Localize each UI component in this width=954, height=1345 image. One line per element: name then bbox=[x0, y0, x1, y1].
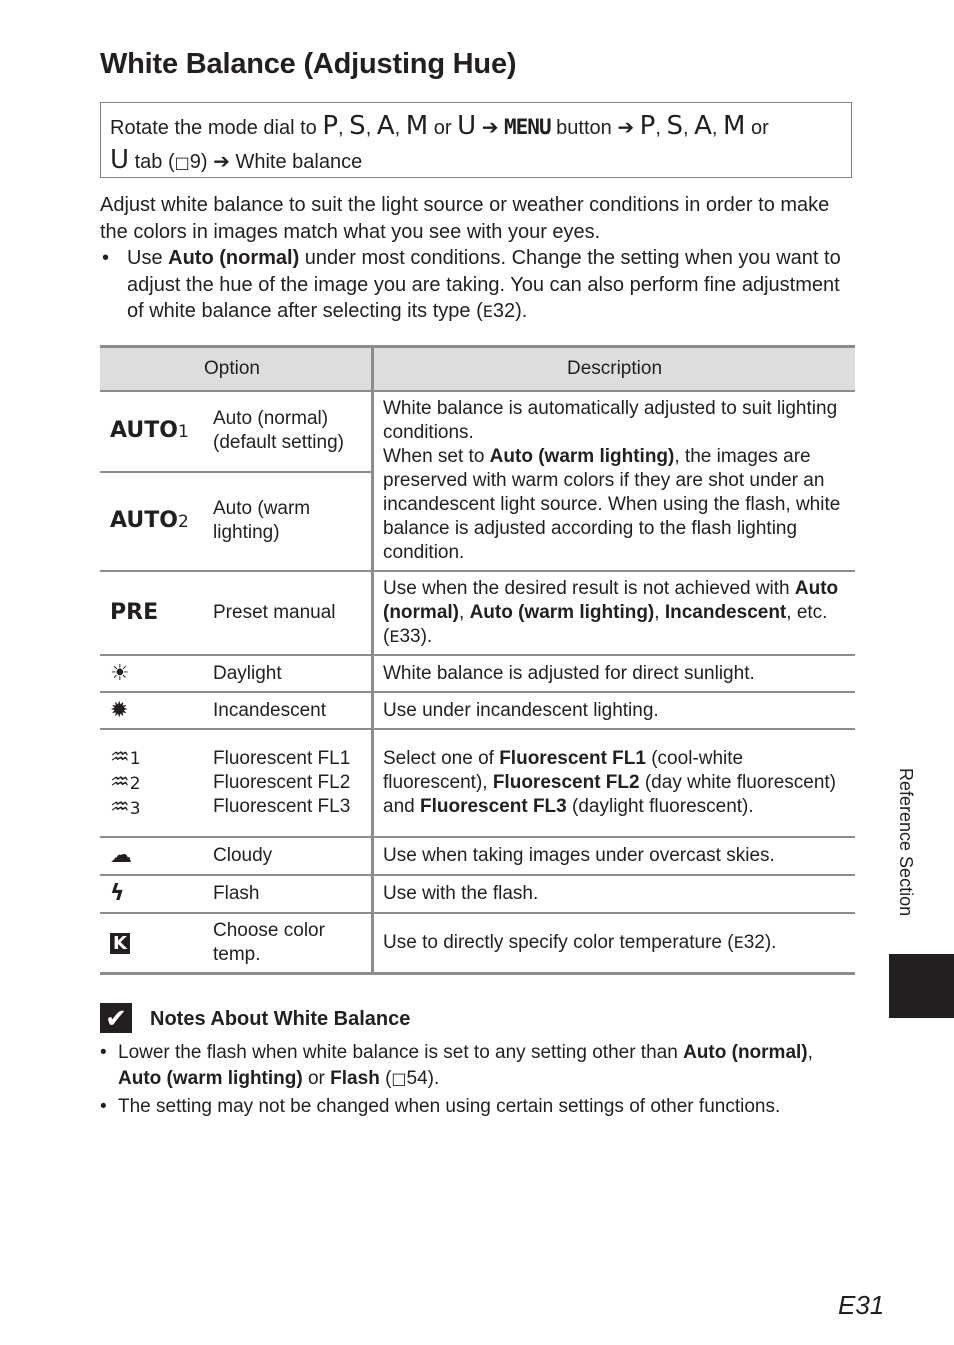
table-row bbox=[100, 729, 855, 837]
fluorescent-fl2-label: Fluorescent FL2 bbox=[213, 772, 351, 793]
menu-button-icon: MENU bbox=[504, 115, 551, 139]
auto-icon-sub: 1 bbox=[177, 421, 189, 442]
desc-text: (daylight fluorescent). bbox=[572, 796, 754, 817]
header-option: Option bbox=[100, 347, 373, 392]
option-description: Use under incandescent lighting. bbox=[373, 692, 856, 729]
ref-page: 32). bbox=[492, 300, 528, 322]
desc-bold: Auto (warm lighting) bbox=[489, 446, 675, 467]
option-label: Flash bbox=[205, 875, 373, 913]
fluorescent-icon bbox=[100, 729, 205, 837]
option-label: Preset manual bbox=[205, 571, 373, 655]
note-text: , bbox=[807, 1042, 813, 1063]
table-row bbox=[100, 655, 855, 692]
table-row bbox=[100, 391, 855, 472]
fluorescent-sub: 1 bbox=[129, 748, 141, 769]
ref-paren: ( bbox=[167, 151, 175, 173]
arrow-icon: ➔ bbox=[617, 117, 635, 139]
page-number: E31 bbox=[838, 1290, 885, 1320]
list-item bbox=[100, 1094, 840, 1120]
desc-bold: Fluorescent FL2 bbox=[492, 772, 640, 793]
auto-icon-text: AUTO bbox=[110, 417, 178, 443]
book-ref-icon: □ bbox=[174, 153, 190, 172]
arrow-icon: ➔ bbox=[481, 117, 499, 139]
flash-icon: ϟ bbox=[100, 875, 205, 913]
nav-or: or bbox=[433, 117, 452, 139]
auto-description bbox=[373, 391, 856, 571]
note-bold: Flash bbox=[330, 1068, 380, 1089]
option-description bbox=[373, 913, 856, 974]
header-description: Description bbox=[373, 347, 856, 392]
note-bold: Auto (normal) bbox=[683, 1042, 808, 1063]
fluorescent-glyph: ♒ bbox=[110, 769, 130, 795]
nav-button-word: button bbox=[556, 117, 612, 139]
bullet-dot: • bbox=[100, 1096, 107, 1117]
reference-section-icon: E bbox=[482, 302, 493, 321]
auto1-icon bbox=[100, 391, 205, 472]
auto-icon-text: AUTO bbox=[110, 507, 178, 533]
list-item bbox=[100, 1040, 840, 1092]
preset-manual-icon: PRE bbox=[100, 571, 205, 655]
desc-bold: Fluorescent FL3 bbox=[419, 796, 567, 817]
daylight-icon: ☀ bbox=[100, 655, 205, 692]
color-temp-icon bbox=[100, 913, 205, 974]
option-label: Cloudy bbox=[205, 837, 373, 875]
fluorescent-fl1-label: Fluorescent FL1 bbox=[213, 748, 351, 769]
option-description: White balance is adjusted for direct sunlight. bbox=[373, 655, 856, 692]
mode-s-icon: S bbox=[666, 111, 683, 141]
fluorescent-glyph: ♒ bbox=[110, 744, 130, 770]
intro-text bbox=[100, 192, 850, 326]
color-temp-glyph: K bbox=[110, 933, 130, 954]
note-text: or bbox=[307, 1068, 325, 1089]
fluorescent-sub: 2 bbox=[129, 773, 141, 794]
preset-description bbox=[373, 571, 856, 655]
side-tab-label bbox=[895, 768, 925, 938]
incandescent-icon: ✹ bbox=[100, 692, 205, 729]
bullet-bold: Auto (normal) bbox=[168, 247, 300, 269]
reference-section-icon: E bbox=[733, 933, 744, 952]
table-row bbox=[100, 837, 855, 875]
nav-prefix: Rotate the mode dial to bbox=[110, 117, 317, 139]
option-label: Daylight bbox=[205, 655, 373, 692]
nav-or: or bbox=[751, 117, 769, 139]
ref-page: 54). bbox=[406, 1068, 440, 1089]
fluorescent-description bbox=[373, 729, 856, 837]
desc-text: Use when the desired result is not achieved with bbox=[383, 578, 790, 599]
nav-tab-word: tab bbox=[134, 151, 163, 173]
desc-bold: Auto (normal) bbox=[383, 578, 839, 623]
option-label: Auto (normal) (default setting) bbox=[205, 391, 373, 472]
intro-paragraph: Adjust white balance to suit the light source or weather conditions in order to make the colors in images match what you see with your eyes. bbox=[100, 194, 830, 243]
desc-text: White balance is automatically adjusted to suit lighting conditions. bbox=[383, 398, 838, 443]
desc-text: , bbox=[459, 602, 465, 623]
mode-u-icon: U bbox=[457, 111, 477, 141]
fluorescent-fl3-label: Fluorescent FL3 bbox=[213, 796, 351, 817]
book-ref-icon: □ bbox=[391, 1069, 407, 1088]
desc-bold: Auto (warm lighting) bbox=[469, 602, 655, 623]
desc-text: When set to bbox=[383, 446, 485, 467]
reference-section-icon: E bbox=[389, 627, 400, 646]
menu-path-box: Rotate the mode dial to P, S, A, M or U ➔ MENU button ➔ P, S, A, M or U tab (□9) ➔ White balance bbox=[100, 102, 852, 178]
desc-text: (cool-white fluorescent), bbox=[383, 748, 744, 793]
ref-page: 9) bbox=[189, 151, 208, 173]
table-row bbox=[100, 913, 855, 974]
notes-list bbox=[100, 1040, 840, 1122]
table-row bbox=[100, 571, 855, 655]
option-label bbox=[205, 729, 373, 837]
notes-heading: Notes About White Balance bbox=[150, 1008, 411, 1030]
mode-m-icon: M bbox=[405, 111, 429, 141]
table-header-row bbox=[100, 347, 855, 392]
ref-page: 33). bbox=[399, 626, 433, 647]
auto-icon-sub: 2 bbox=[177, 511, 189, 532]
desc-text: , etc. ( bbox=[383, 602, 828, 647]
table-row bbox=[100, 875, 855, 913]
ref-page: 32). bbox=[743, 932, 777, 953]
bullet-dot: • bbox=[100, 1042, 107, 1063]
white-balance-table bbox=[100, 345, 855, 975]
option-description: Use with the flash. bbox=[373, 875, 856, 913]
mode-p-icon: P bbox=[639, 111, 656, 141]
mode-a-icon: A bbox=[376, 111, 395, 141]
section-marker bbox=[889, 954, 954, 1018]
arrow-icon: ➔ bbox=[213, 151, 230, 173]
mode-m-icon: M bbox=[723, 111, 746, 141]
note-text: Lower the flash when white balance is set to any setting other than bbox=[118, 1042, 678, 1063]
ref-paren: ( bbox=[385, 1068, 392, 1089]
desc-bold: Fluorescent FL1 bbox=[499, 748, 646, 769]
page-title: White Balance (Adjusting Hue) bbox=[100, 48, 517, 80]
fluorescent-sub: 3 bbox=[129, 798, 141, 819]
bullet-text: under most conditions. Change the setting when you want to adjust the hue of the image you are taking. You can also perform fine adjustment of white balance after selecting its type ( bbox=[127, 247, 841, 322]
mode-u-icon: U bbox=[110, 145, 130, 175]
bullet-text: Use bbox=[127, 247, 163, 269]
cloudy-icon: ☁ bbox=[100, 837, 205, 875]
note-bold: Auto (warm lighting) bbox=[118, 1068, 303, 1089]
desc-bold: Incandescent bbox=[664, 602, 787, 623]
mode-p-icon: P bbox=[322, 111, 339, 141]
desc-text: (day white fluorescent) and bbox=[383, 772, 837, 817]
table-row bbox=[100, 692, 855, 729]
side-tab-text: Reference Section bbox=[896, 768, 916, 917]
option-label: Incandescent bbox=[205, 692, 373, 729]
desc-text: , the images are preserved with warm colors if they are shot under an incandescent light source. When using the flash, white balance is adjusted according to the flash lighting condition. bbox=[383, 446, 841, 563]
auto2-icon bbox=[100, 472, 205, 571]
nav-target: White balance bbox=[235, 151, 363, 173]
mode-s-icon: S bbox=[349, 111, 366, 141]
mode-a-icon: A bbox=[694, 111, 712, 141]
intro-bullet bbox=[100, 245, 850, 326]
desc-text: Use to directly specify color temperature ( bbox=[383, 932, 734, 953]
note-text: The setting may not be changed when using certain settings of other functions. bbox=[118, 1096, 781, 1117]
fluorescent-glyph: ♒ bbox=[110, 794, 130, 820]
desc-text: , bbox=[654, 602, 660, 623]
desc-text: Select one of bbox=[383, 748, 494, 769]
option-label: Choose color temp. bbox=[205, 913, 373, 974]
option-description: Use when taking images under overcast skies. bbox=[373, 837, 856, 875]
option-label: Auto (warm lighting) bbox=[205, 472, 373, 571]
bullet-dot: • bbox=[102, 247, 110, 269]
checkmark-icon: ✔ bbox=[100, 1003, 132, 1033]
